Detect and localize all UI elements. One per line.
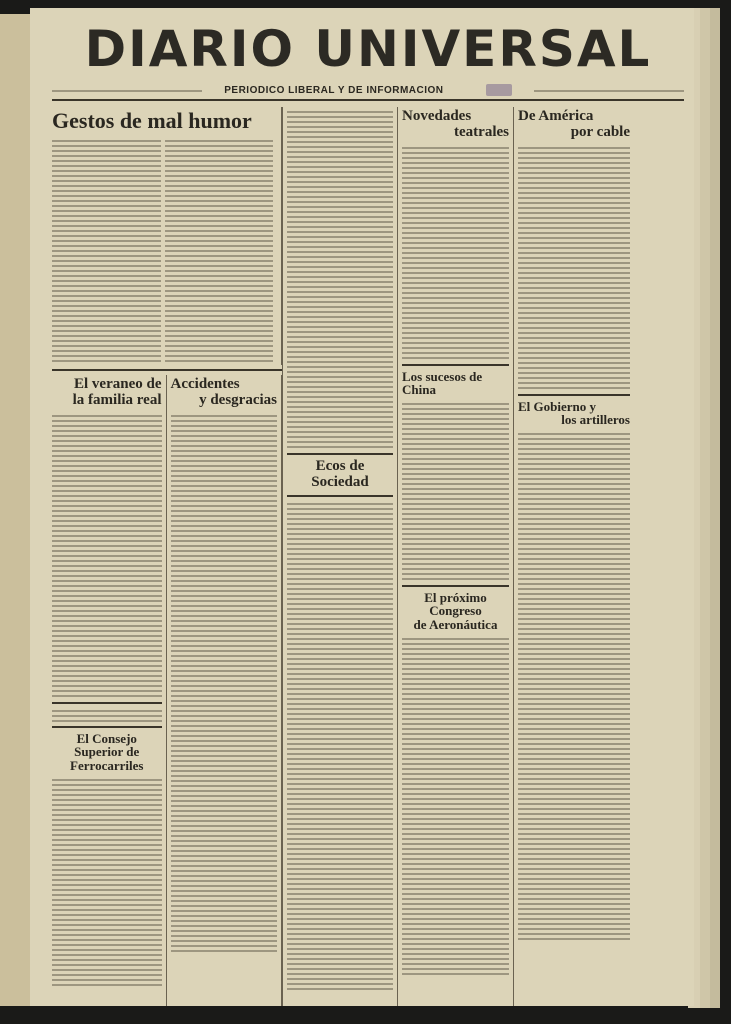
headline-veraneo-line1: El veraneo de (74, 376, 162, 393)
masthead-bar (52, 82, 684, 101)
article-body (518, 431, 630, 941)
section-rule (52, 702, 162, 704)
headline-consejo-line2: Ferrocarriles (70, 757, 144, 773)
library-stamp (486, 84, 512, 96)
left-subcolumn (167, 375, 282, 1006)
section-rule (287, 453, 393, 455)
headline-accidentes-line1: Accidentes (170, 376, 240, 393)
article-body (287, 501, 393, 991)
section-rule (287, 495, 393, 497)
column-5 (514, 107, 634, 1006)
headline-congreso-line2: de Aeronáutica (413, 617, 498, 633)
headline-sucesos-china: Los sucesos de China (402, 368, 483, 398)
headline-novedades-line1: Novedades (402, 108, 472, 124)
page-edge (710, 8, 720, 1008)
date-line (534, 88, 684, 93)
headline-veraneo-line2: la familia real (72, 391, 162, 408)
headline-america-line2: por cable (570, 123, 630, 140)
headline-gobierno-line2: los artilleros (561, 412, 630, 428)
section-rule (402, 364, 509, 366)
headline-gobierno (518, 400, 630, 427)
headline-gobierno-line1: El Gobierno y (518, 398, 597, 414)
section-rule (52, 369, 282, 371)
masthead-title: DIARIO UNIVERSAL (84, 20, 652, 78)
headline-accidentes (171, 377, 278, 409)
column-3 (282, 107, 398, 1006)
newspaper-page (30, 8, 694, 1006)
headline-novedades-line2: teatrales (454, 123, 509, 140)
section-rule (518, 394, 630, 396)
headline-consejo-line1: El Consejo Superior de (74, 730, 140, 760)
article-body (518, 145, 630, 390)
headline-veraneo (52, 377, 162, 409)
headline-congreso-line1: El próximo Congreso (424, 589, 487, 619)
masthead-subtitle: PERIODICO LIBERAL Y DE INFORMACION (224, 84, 444, 96)
article-body (402, 145, 509, 360)
column-4 (398, 107, 514, 1006)
page-spine (0, 14, 31, 1006)
article-body (171, 413, 278, 953)
article-body (287, 109, 393, 449)
article-body (402, 401, 509, 581)
headline-accidentes-line2: y desgracias (199, 391, 277, 408)
left-block (52, 107, 282, 1006)
edition-line (52, 88, 202, 93)
headline-novedades (402, 109, 509, 141)
headline-gestos: Gestos de mal humor (52, 108, 252, 133)
article-body (52, 138, 161, 363)
headline-america (518, 109, 630, 141)
notice-body (52, 708, 162, 722)
article-body (52, 777, 162, 987)
article-body (165, 138, 274, 363)
section-rule (402, 585, 509, 587)
section-rule (52, 726, 162, 728)
left-subcolumn (52, 375, 167, 1006)
article-gestos (52, 107, 282, 365)
article-columns (52, 107, 684, 1006)
headline-congreso (402, 591, 509, 632)
article-body (402, 636, 509, 976)
article-body (52, 413, 162, 698)
headline-america-line1: De América (518, 108, 594, 124)
headline-consejo (52, 732, 162, 773)
headline-ecos: Ecos de Sociedad (311, 458, 369, 490)
